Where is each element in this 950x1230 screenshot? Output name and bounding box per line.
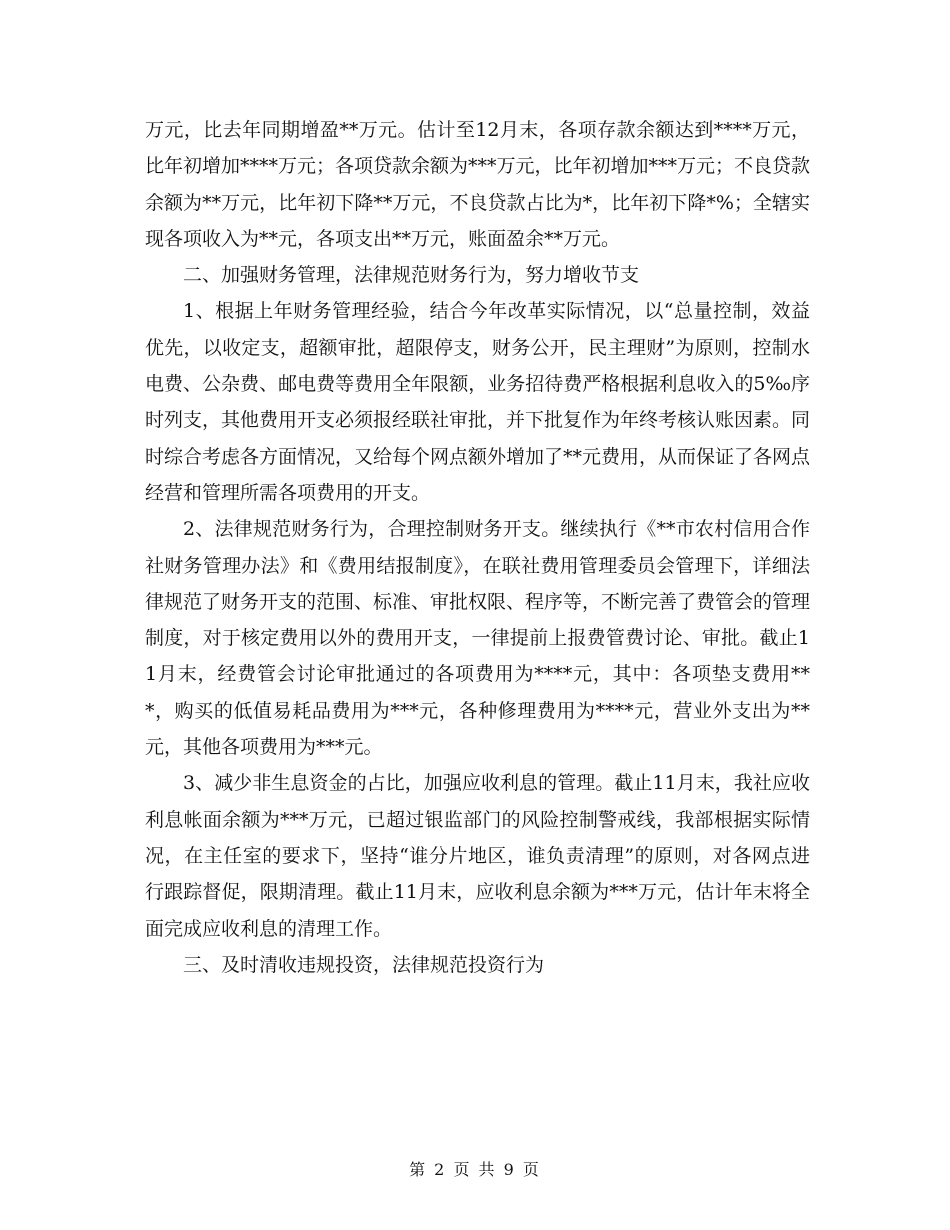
paragraph-item-3: 3、减少非生息资金的占比，加强应收利息的管理。截止11月末，我社应收利息帐面余额为***万元，已超过银监部门的风险控制警戒线，我部根据实际情况，在主任室的要求下，坚持“谁分片地区，谁负责清理”的原则，对各网点进行跟踪督促，限期清理。截止11月末，应收利息余额为***万元，估计年末将全面完成应收利息的清理工作。	[145, 772, 810, 940]
paragraph-summary: 万元，比去年同期增盈**万元。估计至12月末，各项存款余额达到****万元，比年初增加****万元；各项贷款余额为***万元，比年初增加***万元；不良贷款余额为**万元，比年初下降**万元，不良贷款占比为*，比年初下降*%；全辖实现各项收入为**元，各项支出**万元，账面盈余**万元。	[145, 119, 811, 250]
document-body	[145, 112, 810, 983]
section-heading-investment: 三、及时清收违规投资，法律规范投资行为	[183, 953, 545, 976]
paragraph-item-1: 1、根据上年财务管理经验，结合今年改革实际情况，以“总量控制，效益优先，以收定支，超额审批，超限停支，财务公开，民主理财”为原则，控制水电费、公杂费、邮电费等费用全年限额，业务招待费严格根据利息收入的5‰序时列支，其他费用开支必须报经联社审批，并下批复作为年终考核认账因素。同时综合考虑各方面情况，又给每个网点额外增加了**元费用，从而保证了各网点经营和管理所需各项费用的开支。	[145, 300, 811, 504]
page-number-footer: 第 2 页 共 9 页	[409, 1160, 541, 1179]
section-heading-finance: 二、加强财务管理，法律规范财务行为，努力增收节支	[183, 264, 640, 287]
paragraph-item-2: 2、法律规范财务行为，合理控制财务开支。继续执行《**市农村信用合作社财务管理办法》和《费用结报制度》，在联社费用管理委员会管理下，详细法律规范了财务开支的范围、标准、审批权限、程序等，不断完善了费管会的管理制度，对于核定费用以外的费用开支，一律提前上报费管费讨论、审批。截止11月末，经费管会讨论审批通过的各项费用为****元，其中：各项垫支费用***，购买的低值易耗品费用为***元，各种修理费用为****元，营业外支出为**元，其他各项费用为***元。	[145, 518, 811, 759]
